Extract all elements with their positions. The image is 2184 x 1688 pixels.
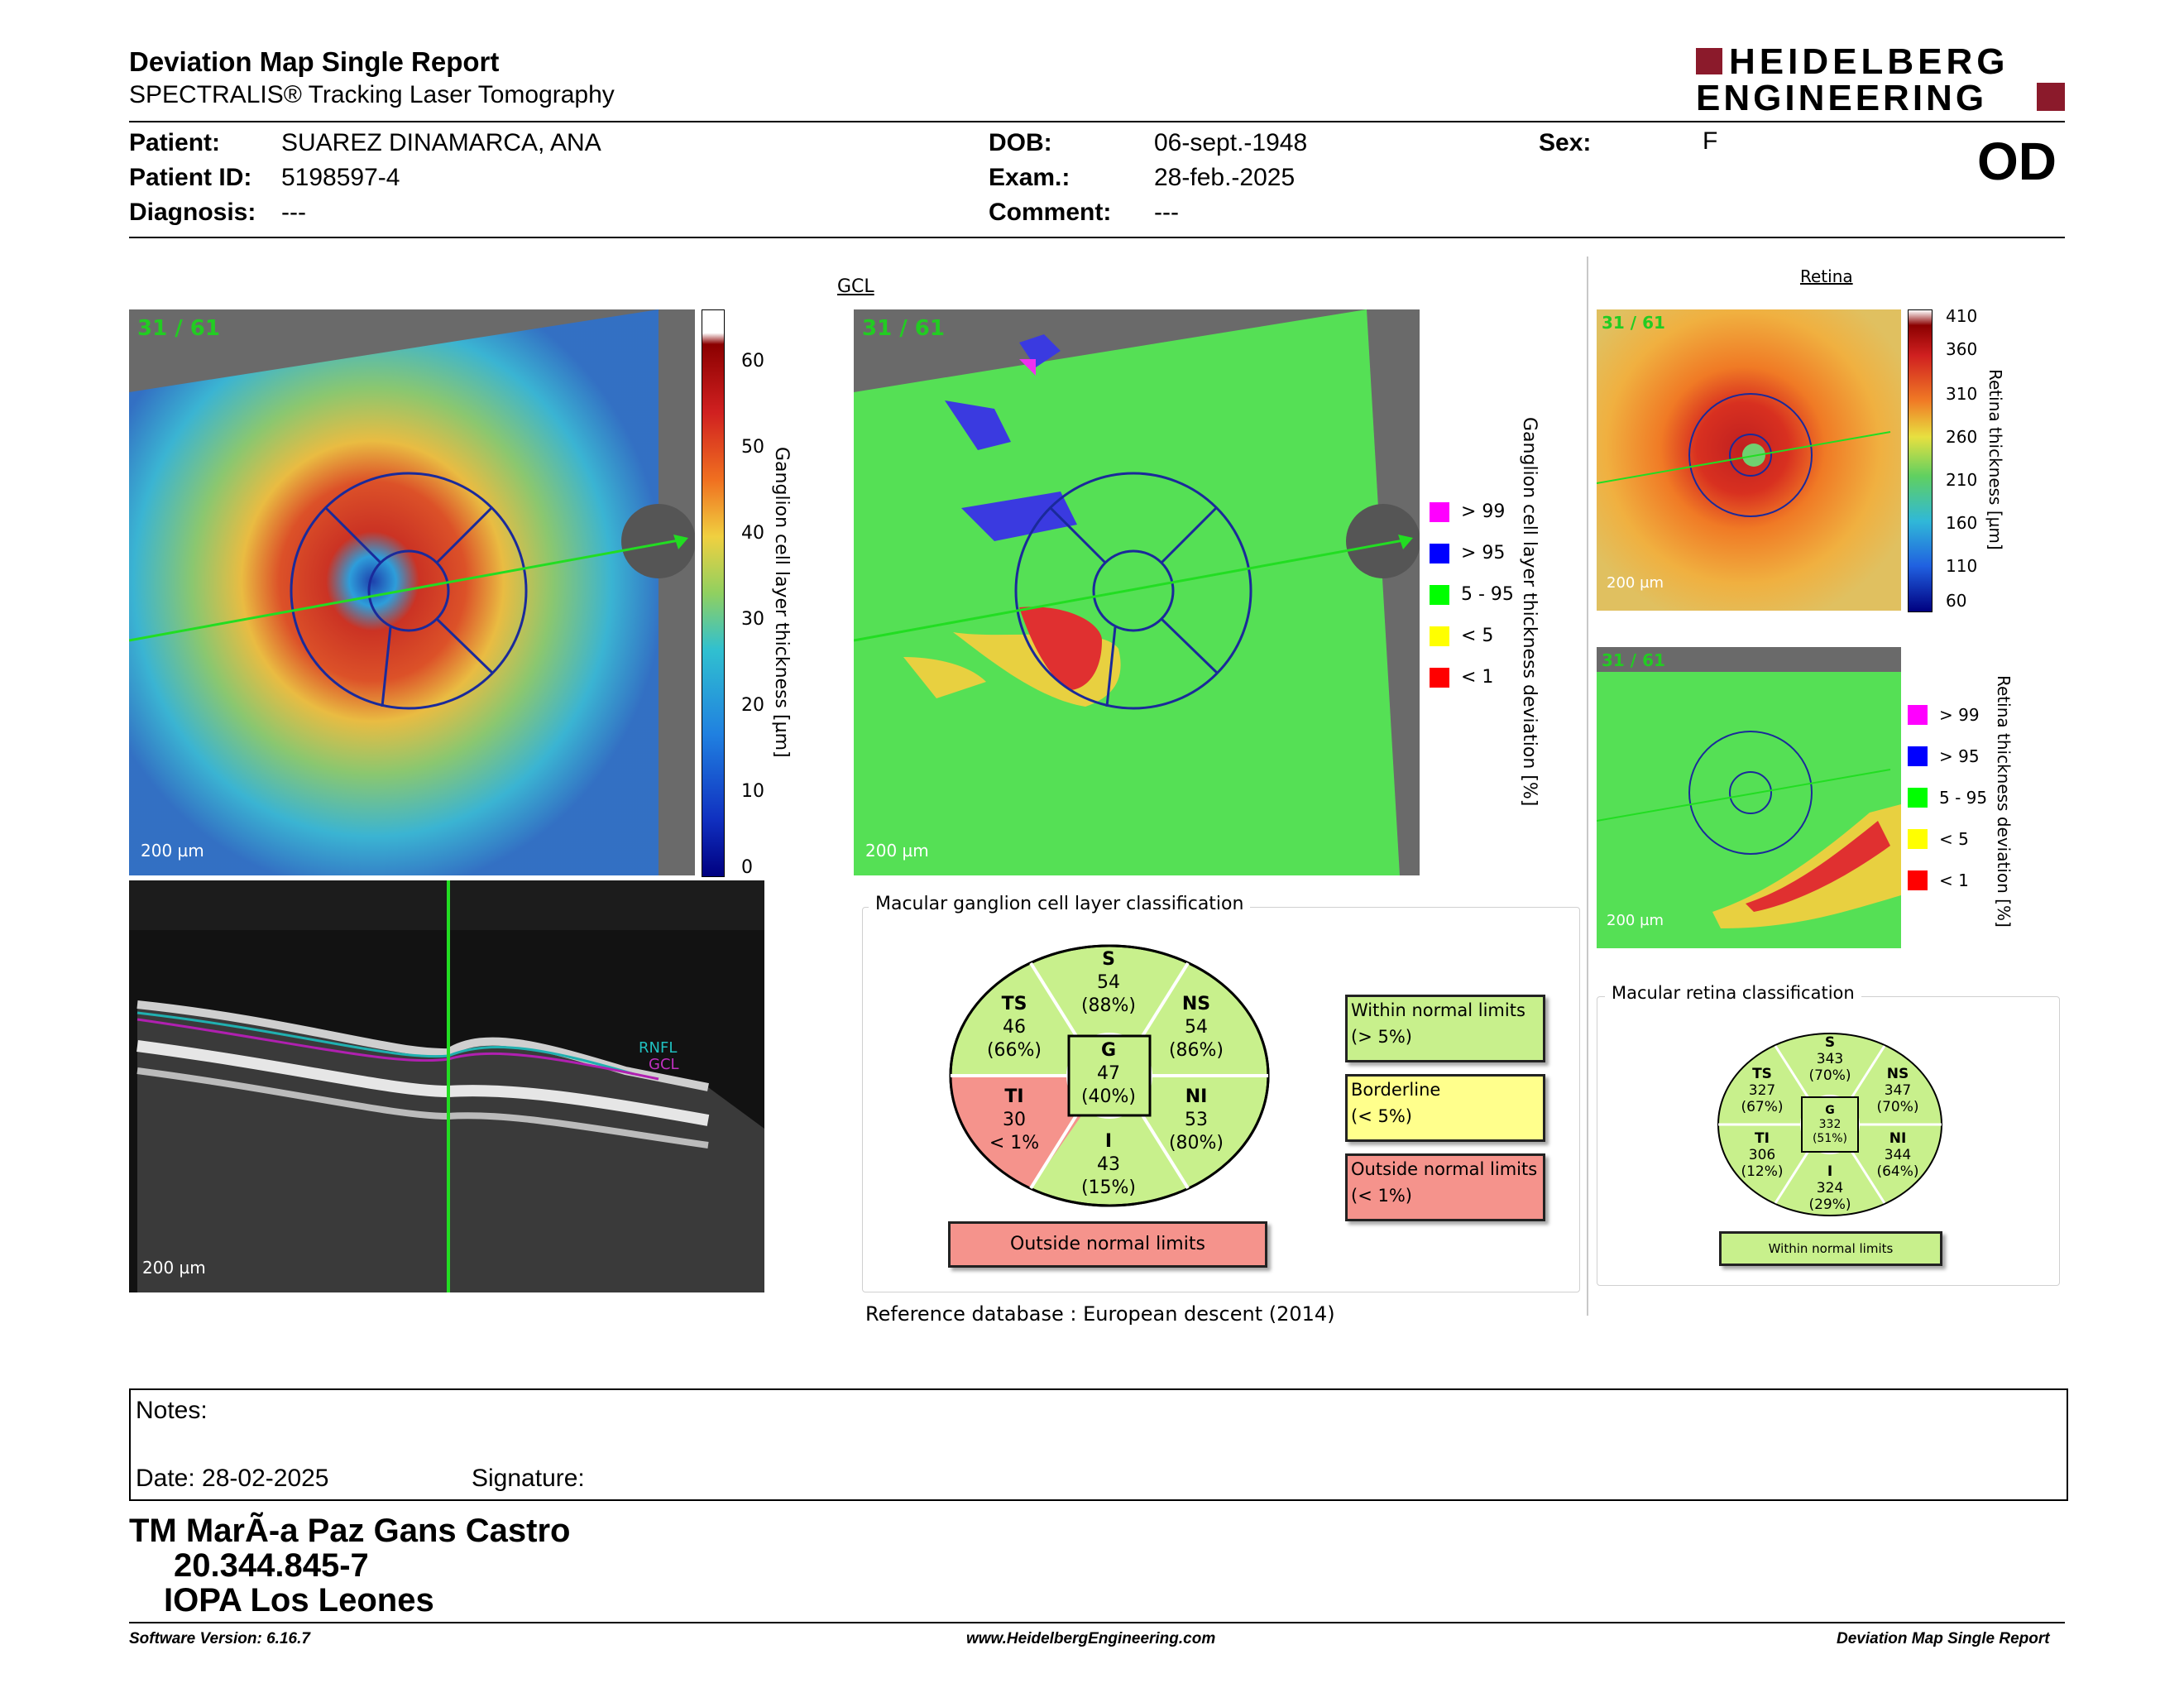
retina-deviation-axis-label: Retina thickness deviation [%] [1994,675,2014,928]
eye-label: OD [1977,132,2057,191]
retina-deviation-map[interactable] [1597,647,1901,948]
gcl-sector-i: I 43 (15%) [1080,1131,1137,1198]
notes-box[interactable] [129,1388,2068,1501]
gcl-classification-title: Macular ganglion cell layer classification [869,894,1250,914]
tick-160: 160 [1946,513,1978,533]
frame-label: 31 / 61 [1602,313,1665,333]
signer-name: TM MarÃ-a Paz Gans Castro [129,1513,571,1549]
status-borderline: Borderline (< 5%) [1345,1074,1545,1142]
dob-value: 06-sept.-1948 [1154,129,1308,156]
scale-bar: 200 µm [141,841,204,861]
legend-item: < 1 [1908,870,1969,890]
rnfl-label: RNFL [639,1039,678,1057]
gcl-sector-g: G 47 (40%) [1080,1040,1137,1107]
tick-360: 360 [1946,339,1978,359]
tick-10: 10 [741,781,764,802]
gcl-thickness-map[interactable] [129,309,695,875]
comment-value: --- [1154,199,1179,226]
retina-sector-ns: NS 347 (70%) [1876,1066,1919,1115]
gcl-thickness-colorbar [702,309,725,877]
tick-110: 110 [1946,556,1978,576]
report-title: Deviation Map Single Report [129,46,500,77]
patient-id: 5198597-4 [281,164,400,191]
tick-20: 20 [741,695,764,716]
legend-item: < 1 [1430,667,1493,688]
gcl-label: GCL [649,1056,679,1073]
retina-classification-title: Macular retina classification [1605,983,1861,1003]
tick-40: 40 [741,523,764,544]
website-link[interactable]: www.HeidelbergEngineering.com [966,1630,1216,1647]
legend-item: 5 - 95 [1430,584,1514,605]
legend-item: 5 - 95 [1908,788,1987,808]
signer-id: 20.344.845-7 [174,1547,369,1584]
sex-label: Sex: [1539,129,1592,156]
gcl-deviation-map[interactable] [854,309,1420,875]
status-outside: Outside normal limits (< 1%) [1345,1153,1545,1221]
gcl-result-badge: Outside normal limits [948,1221,1267,1268]
gcl-title: GCL [837,276,874,297]
brand-logo [1696,41,2068,118]
tick-30: 30 [741,609,764,630]
sex-value: F [1703,127,1718,155]
frame-label: 31 / 61 [862,316,945,341]
tick-310: 310 [1946,384,1978,404]
info-rule [129,237,2065,238]
gcl-sector-ts: TS 46 (66%) [986,994,1042,1061]
frame-label: 31 / 61 [1602,650,1665,670]
scale-bar: 200 µm [1607,912,1664,929]
tick-410: 410 [1946,306,1978,326]
retina-thickness-colorbar [1908,309,1933,612]
gcl-deviation-axis-label: Ganglion cell layer thickness deviation [%] [1519,417,1540,807]
gcl-sector-ti: TI 30 < 1% [989,1086,1040,1153]
footer-rule [129,1622,2065,1623]
gcl-thickness-axis-label: Ganglion cell layer thickness [µm] [771,447,792,758]
dob-label: DOB: [989,129,1052,156]
tick-60: 60 [1946,591,1967,611]
retina-sector-ni: NI 344 (64%) [1876,1130,1919,1180]
retina-result-badge: Within normal limits [1719,1231,1942,1266]
legend-item: < 5 [1908,829,1969,849]
status-within: Within normal limits (> 5%) [1345,995,1545,1062]
patient-id-label: Patient ID: [129,164,252,191]
brand-line1: HEIDELBERG [1729,41,2009,82]
retina-sector-ti: TI 306 (12%) [1741,1130,1784,1180]
scale-bar: 200 µm [865,841,929,861]
software-version: Software Version: 6.16.7 [129,1630,310,1647]
retina-sector-g: G 332 (51%) [1812,1104,1848,1145]
notes-label: Notes: [136,1397,208,1424]
tick-50: 50 [741,437,764,458]
comment-label: Comment: [989,199,1112,226]
frame-label: 31 / 61 [137,316,220,341]
diagnosis-label: Diagnosis: [129,199,256,226]
legend-item: > 95 [1430,543,1505,563]
diagnosis-value: --- [281,199,306,226]
gcl-sector-ns: NS 54 (86%) [1168,994,1224,1061]
retina-sector-s: S 343 (70%) [1808,1034,1851,1084]
tick-260: 260 [1946,427,1978,447]
signer-institution: IOPA Los Leones [164,1582,434,1618]
gcl-sector-s: S 54 (88%) [1080,949,1137,1016]
report-subtitle: SPECTRALIS® Tracking Laser Tomography [129,81,615,108]
retina-sector-ts: TS 327 (67%) [1741,1066,1784,1115]
legend-item: < 5 [1430,626,1493,646]
retina-title: Retina [1800,266,1853,286]
retina-thickness-map[interactable] [1597,309,1901,611]
retina-sector-i: I 324 (29%) [1808,1163,1851,1213]
legend-item: > 99 [1430,501,1505,522]
legend-item: > 95 [1908,746,1980,766]
header-rule [129,121,2065,122]
gcl-sector-ni: NI 53 (80%) [1168,1086,1224,1153]
brand-line2: ENGINEERING [1696,78,1988,118]
oct-bscan[interactable] [129,880,764,1292]
date-label: Date: 28-02-2025 [136,1465,329,1492]
tick-210: 210 [1946,470,1978,490]
retina-thickness-axis-label: Retina thickness [µm] [1985,369,2005,550]
signature-label: Signature: [472,1465,585,1492]
bscan-scale-bar: 200 µm [142,1258,206,1278]
exam-value: 28-feb.-2025 [1154,164,1296,191]
legend-item: > 99 [1908,705,1980,725]
scale-bar: 200 µm [1607,574,1664,592]
section-divider [1587,257,1588,1316]
tick-0: 0 [741,857,753,878]
patient-label: Patient: [129,129,221,156]
footer-report-name: Deviation Map Single Report [1837,1630,2050,1647]
tick-60: 60 [741,351,764,372]
patient-name: SUAREZ DINAMARCA, ANA [281,129,601,156]
exam-label: Exam.: [989,164,1070,191]
reference-database: Reference database : European descent (2014) [865,1302,1335,1326]
